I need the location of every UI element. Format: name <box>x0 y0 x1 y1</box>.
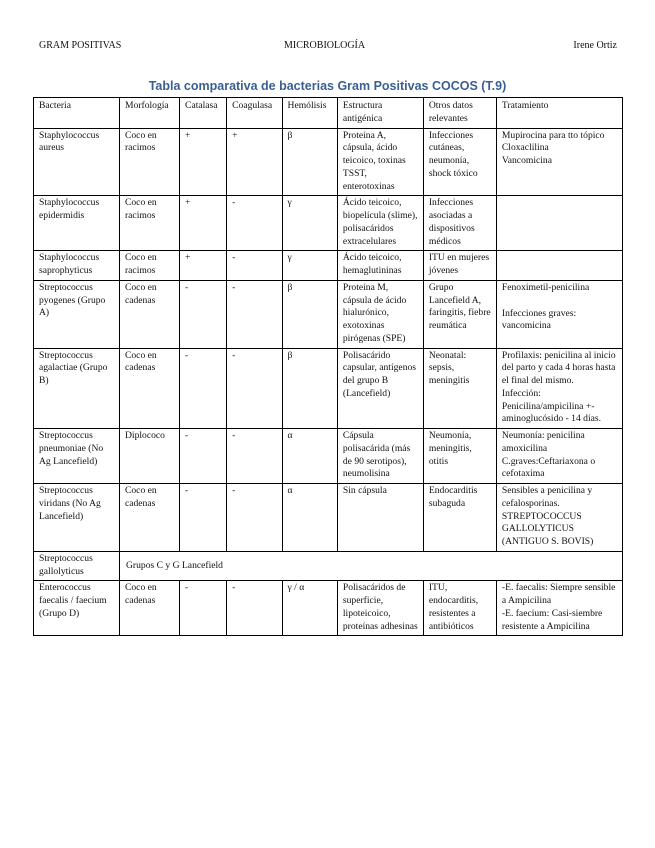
cell-tratamiento <box>496 128 622 196</box>
column-header-morfologia: Morfología <box>119 98 179 129</box>
cell-bacteria: Streptococcus agalactiae (Grupo B) <box>34 348 120 429</box>
cell-hemolisis: β <box>282 348 337 429</box>
cell-morfologia: Coco en racimos <box>119 196 179 251</box>
tratamiento-line: Profilaxis: penicilina al inicio del parto y cada 4 horas hasta el final del mismo. <box>501 349 616 386</box>
cell-otros: Endocarditis subaguda <box>423 484 496 552</box>
cell-morfologia: Coco en cadenas <box>119 581 179 636</box>
cell-catalasa: + <box>180 251 227 281</box>
tratamiento-line: Neumonía: penicilina amoxicilina <box>501 430 585 454</box>
cell-hemolisis: β <box>282 128 337 196</box>
cell-otros: Neonatal: sepsis, meningitis <box>423 348 496 429</box>
cell-catalasa: - <box>180 348 227 429</box>
cell-tratamiento <box>496 196 622 251</box>
comparison-table <box>33 97 623 636</box>
tratamiento-line: Infección: Penicilina/ampicilina +- aminoglucósido - 14 días. <box>501 387 602 425</box>
cell-morfologia: Coco en cadenas <box>119 348 179 429</box>
cell-tratamiento <box>496 280 622 348</box>
cell-hemolisis: α <box>282 484 337 552</box>
cell-bacteria: Staphylococcus epidermidis <box>34 196 120 251</box>
cell-catalasa: - <box>180 429 227 484</box>
column-header-catalasa: Catalasa <box>180 98 227 129</box>
header-center: MICROBIOLOGÍA <box>284 40 366 51</box>
cell-catalasa: + <box>180 196 227 251</box>
cell-coagulasa: - <box>227 348 282 429</box>
cell-tratamiento <box>496 484 622 552</box>
tratamiento-line: -E. faecium: Casi-siembre resistente a Ampicilina <box>501 607 603 632</box>
cell-hemolisis: γ <box>282 251 337 281</box>
table-row <box>34 128 623 196</box>
cell-catalasa: - <box>180 484 227 552</box>
table-row <box>34 551 623 581</box>
cell-morfologia: Diplococo <box>119 429 179 484</box>
cell-estructura: Cápsula polisacárida (más de 90 serotipos), neumolisina <box>337 429 423 484</box>
tratamiento-line: Vancomicina <box>501 155 552 166</box>
column-header-bacteria: Bacteria <box>34 98 120 129</box>
column-header-hemolisis: Hemólisis <box>282 98 337 129</box>
column-header-estructura: Estructura antigénica <box>337 98 423 129</box>
cell-catalasa: + <box>180 128 227 196</box>
tratamiento-line: Fenoximetil-penicilina <box>501 281 590 293</box>
cell-catalasa: - <box>180 581 227 636</box>
cell-estructura: Polisacáridos de superficie, lipoteicoico, proteínas adhesinas <box>337 581 423 636</box>
cell-bacteria: Streptococcus pyogenes (Grupo A) <box>34 280 120 348</box>
cell-morfologia: Coco en cadenas <box>119 280 179 348</box>
cell-bacteria: Streptococcus viridans (No Ag Lancefield) <box>34 484 120 552</box>
cell-hemolisis: γ <box>282 196 337 251</box>
cell-tratamiento <box>496 348 622 429</box>
cell-otros: Grupo Lancefield A, faringitis, fiebre reumática <box>423 280 496 348</box>
lancefield-note-text: Grupos C y G Lancefield <box>125 559 223 571</box>
tratamiento-line: Infecciones graves: vancomicina <box>501 307 577 332</box>
cell-bacteria: Streptococcus gallolyticus <box>34 551 120 581</box>
tratamiento-line: C.graves:Ceftariaxona o cefotaxima <box>501 455 596 480</box>
cell-lancefield-note <box>119 551 622 581</box>
cell-estructura: Ácido teicoico, hemaglutininas <box>337 251 423 281</box>
table-row <box>34 484 623 552</box>
table-row <box>34 429 623 484</box>
cell-hemolisis: α <box>282 429 337 484</box>
table-row <box>34 251 623 281</box>
column-header-coagulasa: Coagulasa <box>227 98 282 129</box>
cell-coagulasa: - <box>227 196 282 251</box>
cell-otros: Neumonía, meningitis, otitis <box>423 429 496 484</box>
cell-estructura: Proteína A, cápsula, ácido teicoico, toxinas TSST, enterotoxinas <box>337 128 423 196</box>
cell-coagulasa: - <box>227 280 282 348</box>
cell-hemolisis: β <box>282 280 337 348</box>
cell-otros: ITU, endocarditis, resistentes a antibióticos <box>423 581 496 636</box>
table-header-row <box>34 98 623 129</box>
table-row <box>34 196 623 251</box>
column-header-otros: Otros datos relevantes <box>423 98 496 129</box>
header-right: Irene Ortiz <box>573 40 617 51</box>
cell-morfologia: Coco en racimos <box>119 128 179 196</box>
cell-estructura: Sin cápsula <box>337 484 423 552</box>
page-title: Tabla comparativa de bacterias Gram Positivas COCOS (T.9) <box>148 79 507 93</box>
cell-coagulasa: - <box>227 581 282 636</box>
table-row <box>34 280 623 348</box>
cell-bacteria: Staphylococcus saprophyticus <box>34 251 120 281</box>
header-left: GRAM POSITIVAS <box>39 40 122 51</box>
tratamiento-line: -E. faecalis: Siempre sensible a Ampicilina <box>501 582 616 606</box>
table-row <box>34 581 623 636</box>
cell-bacteria: Staphylococcus aureus <box>34 128 120 196</box>
tratamiento-line: Sensibles a penicilina y cefalosporinas. <box>501 485 593 509</box>
cell-coagulasa: - <box>227 484 282 552</box>
cell-bacteria: Enterococcus faecalis / faecium (Grupo D) <box>34 581 120 636</box>
cell-coagulasa: - <box>227 251 282 281</box>
table-row <box>34 348 623 429</box>
cell-coagulasa: + <box>227 128 282 196</box>
cell-hemolisis: γ / α <box>282 581 337 636</box>
cell-otros: Infecciones cutáneas, neumonía, shock tóxico <box>423 128 496 196</box>
cell-otros: Infecciones asociadas a dispositivos médicos <box>423 196 496 251</box>
cell-morfologia: Coco en cadenas <box>119 484 179 552</box>
cell-morfologia: Coco en racimos <box>119 251 179 281</box>
cell-bacteria: Streptococcus pneumoniae (No Ag Lancefield) <box>34 429 120 484</box>
cell-estructura: Polisacárido capsular, antígenos del grupo B (Lancefield) <box>337 348 423 429</box>
cell-tratamiento <box>496 429 622 484</box>
cell-estructura: Ácido teicoico, biopelícula (slime), polisacáridos extracelulares <box>337 196 423 251</box>
cell-catalasa: - <box>180 280 227 348</box>
tratamiento-spacer <box>502 295 617 308</box>
tratamiento-line: Mupirocina para tto tópico <box>501 129 605 141</box>
cell-coagulasa: - <box>227 429 282 484</box>
cell-estructura: Proteína M, cápsula de ácido hialurónico, exotoxinas pirógenas (SPE) <box>337 280 423 348</box>
tratamiento-line: STREPTOCOCCUS GALLOLYTICUS (ANTIGUO S. BOVIS) <box>501 510 594 547</box>
cell-tratamiento <box>496 251 622 281</box>
tratamiento-line: Cloxaclilina <box>501 142 549 154</box>
cell-otros: ITU en mujeres jóvenes <box>423 251 496 281</box>
column-header-tratamiento: Tratamiento <box>496 98 622 129</box>
cell-tratamiento <box>496 581 622 636</box>
